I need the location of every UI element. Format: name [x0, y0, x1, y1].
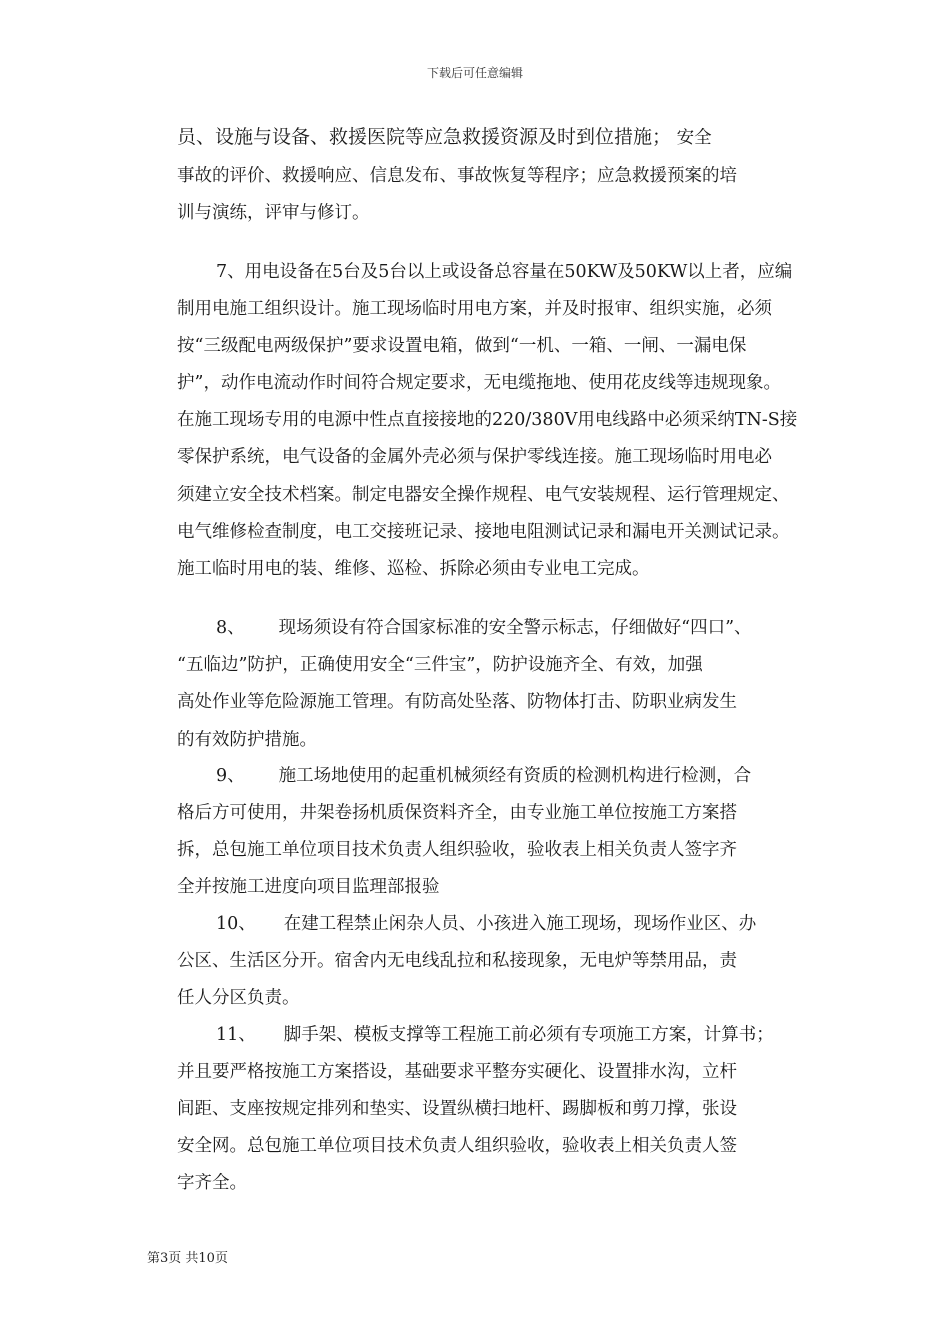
text-line: 护”，动作电流动作时间符合规定要求，无电缆拖地、使用花皮线等违规现象。	[177, 373, 781, 393]
text-line: 事故的评价、救援响应、信息发布、事故恢复等程序；应急救援预案的培	[177, 166, 737, 186]
text-line: 全并按施工进度向项目监理部报验	[177, 877, 440, 897]
text-line: 按“三级配电两级保护”要求设置电箱，做到“一机、一箱、一闸、一漏电保	[177, 336, 747, 356]
text-line: 施工临时用电的装、维修、巡检、拆除必须由专业电工完成。	[177, 559, 650, 579]
text-line	[177, 126, 712, 149]
item-number: 9、	[216, 766, 245, 786]
text-line	[216, 913, 756, 935]
text-segment: 现场须设有符合国家标准的安全警示标志，仔细做好“四口”、	[278, 618, 752, 638]
text-line: 间距、支座按规定排列和垫实、设置纵横扫地杆、踢脚板和剪刀撑，张设	[177, 1099, 737, 1119]
item-number: 11、	[216, 1025, 256, 1045]
text-line: 公区、生活区分开。宿舍内无电线乱拉和私接现象，无电炉等禁用品，责	[177, 951, 737, 971]
text-line: “五临边”防护，正确使用安全“三件宝”，防护设施齐全、有效，加强	[177, 655, 703, 675]
page-footer: 第3页 共10页	[147, 1251, 228, 1266]
text-line	[216, 765, 751, 787]
text-line: 字齐全。	[177, 1173, 247, 1193]
item-number: 8、	[216, 618, 245, 638]
text-line: 零保护系统，电气设备的金属外壳必须与保护零线连接。施工现场临时用电必	[177, 447, 772, 467]
text-line: 拆，总包施工单位项目技术负责人组织验收，验收表上相关负责人签字齐	[177, 840, 737, 860]
text-line	[216, 617, 752, 639]
text-line: 格后方可使用，井架卷扬机质保资料齐全，由专业施工单位按施工方案搭	[177, 803, 737, 823]
text-line: 安全网。总包施工单位项目技术负责人组织验收，验收表上相关负责人签	[177, 1136, 737, 1156]
item-number: 10、	[216, 914, 256, 934]
text-line: 并且要严格按施工方案搭设，基础要求平整夯实硬化、设置排水沟，立杆	[177, 1062, 737, 1082]
text-segment: 施工场地使用的起重机械须经有资质的检测机构进行检测，合	[278, 766, 752, 786]
text-line: 须建立安全技术档案。制定电器安全操作规程、电气安装规程、运行管理规定、	[177, 485, 790, 505]
text-line: 在施工现场专用的电源中性点直接接地的220/380V用电线路中必须采纳TN-S接	[177, 410, 798, 430]
text-line: 高处作业等危险源施工管理。有防高处坠落、防物体打击、防职业病发生	[177, 692, 737, 712]
text-line: 任人分区负责。	[177, 988, 300, 1008]
text-segment: 安全	[676, 128, 712, 148]
page-header: 下载后可任意编辑	[426, 66, 523, 80]
text-line: 的有效防护措施。	[177, 730, 317, 750]
text-line: 7、用电设备在5台及5台以上或设备总容量在50KW及50KW以上者，应编	[216, 262, 793, 282]
text-line	[216, 1024, 774, 1046]
text-segment: 在建工程禁止闲杂人员、小孩进入施工现场，现场作业区、办	[283, 914, 757, 934]
text-line: 制用电施工组织设计。施工现场临时用电方案，并及时报审、组织实施，必须	[177, 299, 772, 319]
text-line: 电气维修检查制度，电工交接班记录、接地电阻测试记录和漏电开关测试记录。	[177, 522, 790, 542]
text-line: 训与演练，评审与修订。	[177, 203, 370, 223]
text-segment: 脚手架、模板支撑等工程施工前必须有专项施工方案，计算书；	[283, 1025, 774, 1045]
text-segment: 员、设施与设备、救援医院等应急救援资源及时到位措施；	[177, 126, 672, 148]
